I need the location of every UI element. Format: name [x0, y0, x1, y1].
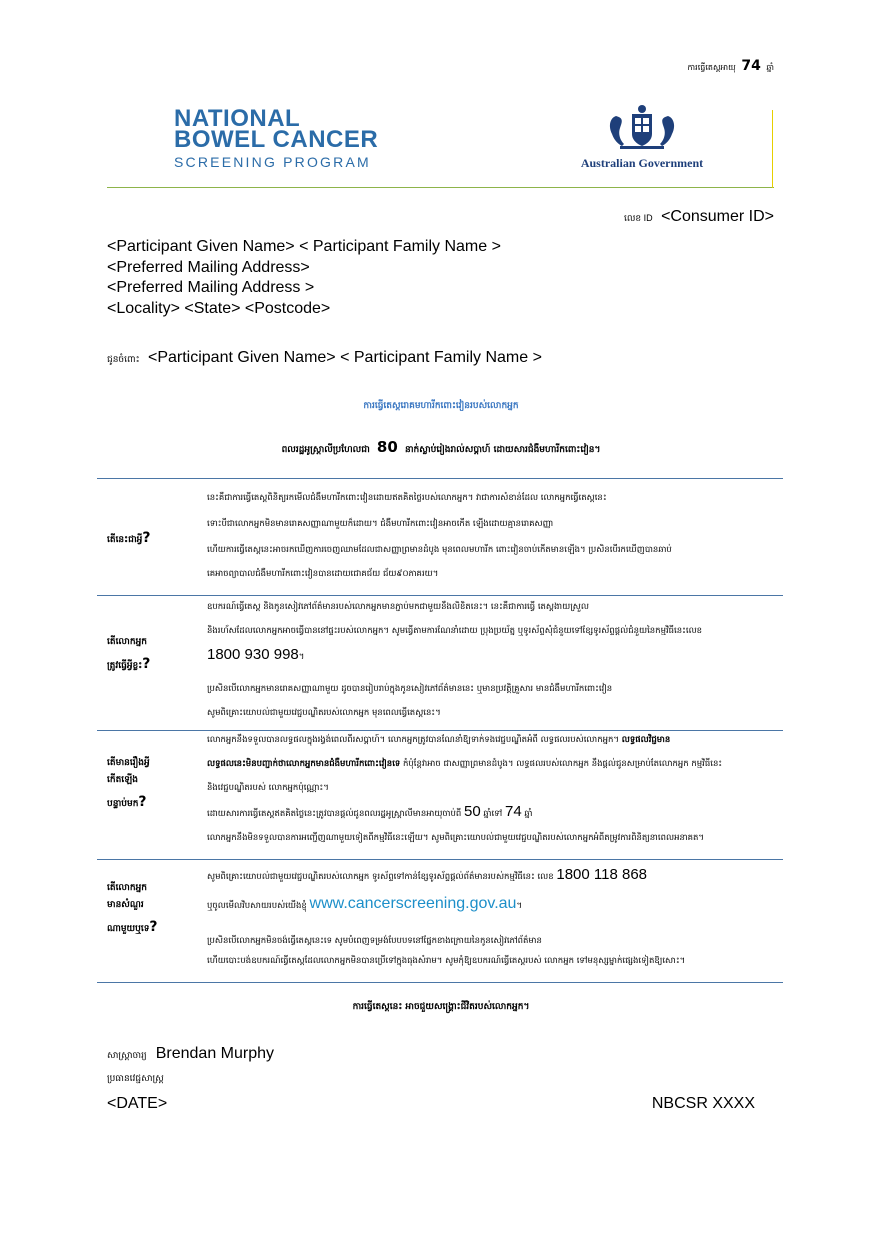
answer-line: ឧបករណ៍ធ្វើតេស្ត និងកូនសៀវភៅព័ត៌មានរបស់លោកអ្នកមានភ្ជាប់មកជាមួយនឹងលិខិតនេះ។ នេះគឺជាការធ្វើ តេស្តងាយស្រួល: [207, 602, 589, 612]
age-note-text: ការធ្វើតេស្តអាយុ: [687, 63, 736, 72]
answer-line: គេអាចព្យាបាលជំងឺមហារីកពោះវៀនបានដោយជោគជ័យ ជ័យ៩០ភាគរយ។: [207, 569, 439, 579]
program-logo-line2: BOWEL CANCER: [174, 126, 379, 153]
government-logo: [572, 104, 712, 171]
section-what-is-this: [97, 478, 783, 595]
salutation: [107, 349, 542, 367]
age-note-number: 74: [741, 58, 761, 74]
answer-line: សូមពិគ្រោះយោបល់ជាមួយវេជ្ជបណ្ឌិតរបស់លោកអ្នក មុនពេលធ្វើតេស្តនេះ។: [207, 708, 441, 718]
info-table: [97, 478, 783, 982]
table-bottom-rule: [97, 982, 783, 983]
answer-line: ប្រសិនបើលោកអ្នកមានរោគសញ្ញាណាមួយ ដូចបានរៀបរាប់ក្នុងកូនសៀវភៅព័ត៌មាននេះ ឬមានប្រវត្តិគ្រួសារ មានជំងឺមហារីកពោះវៀន: [207, 684, 613, 694]
answer-line: និងរហ័សដែលលោកអ្នកអាចធ្វើបាននៅផ្ទះរបស់លោកអ្នក។ សូមធ្វើតាមការណែនាំដោយ ប្រុងប្រយ័ត្ន ឬទូរស័ព្ទសុំជំនួយទៅខ្សែទូរស័ព្ទផ្តល់ជំនួយនៃកម្មវិធីនេះលេខ: [207, 626, 703, 636]
consumer-id-label: លេខ ID: [623, 213, 653, 223]
answer-line: ហើយការធ្វើតេស្តនេះអាចរកឃើញការចេញឈាមដែលជាសញ្ញាព្រមានដំបូង មុនពេលមហារីក ពោះវៀនចាប់កើតមានឡើង។ ប្រសិនបើរកឃើញបានឆាប់: [207, 545, 672, 555]
answer-line: លោកអ្នកនឹងទទួលបានលទ្ធផលក្នុងរង្វង់ពេលពីរសប្តាហ៍។ លោកអ្នកត្រូវបានណែនាំឱ្យទាក់ទងវេជ្ជបណ្ឌិតអំពី លទ្ធផលរបស់លោកអ្នក។ លទ្ធផលវិជ្ជមាន: [207, 735, 671, 745]
answer-line: នេះគឺជាការធ្វើតេស្តពិនិត្យរកមើលជំងឺមហារីកពោះវៀនដោយឥតគិតថ្លៃរបស់លោកអ្នក។ វាជាការសំខាន់ដែល លោកអ្នកធ្វើតេស្តនេះ: [207, 493, 607, 503]
helpline-number: 1800 930 998: [207, 646, 299, 663]
website-line: ឬចូលមើលវិបសាយរបស់យើងខ្ញុំ www.cancerscreening.gov.au។: [207, 895, 523, 912]
age-note: [688, 58, 774, 74]
government-logo-text: Australian Government: [580, 156, 704, 170]
address-line: <Preferred Mailing Address>: [107, 258, 310, 276]
signature-name: Brendan Murphy: [155, 1045, 275, 1062]
address-block: [107, 237, 501, 319]
address-line: <Locality> <State> <Postcode>: [107, 299, 331, 317]
program-logo: [174, 105, 379, 170]
website-link[interactable]: www.cancerscreening.gov.au: [309, 895, 517, 912]
closing-statement: ការធ្វើតេស្តនេះ អាចជួយសង្គ្រោះជីវិតរបស់លោកអ្នក។: [352, 1002, 530, 1012]
section-questions: [97, 859, 783, 982]
info-line-line: សូមពិគ្រោះយោបល់ជាមួយវេជ្ជបណ្ឌិតរបស់លោកអ្នក ទូរស័ព្ទទៅកាន់ខ្សែទូរស័ព្ទផ្តល់ព័ត៌មានរបស់កម្មវិធីនេះ លេខ 1800 118 868: [207, 866, 648, 883]
helpline-line: 1800 930 998។: [207, 646, 305, 663]
answer-line: លទ្ធផលនេះមិនបញ្ជាក់ថាលោកអ្នកមានជំងឺមហារីកពោះវៀនទេ កំប៉ុន្តែវាអាច ជាសញ្ញាព្រមានដំបូង។ លទ្ធផលរបស់លោកអ្នក នឹងផ្តល់ជូនសម្រាប់តែលោកអ្នក កម្មវិធីនេះ: [207, 759, 723, 769]
subtitle-after: នាក់ស្លាប់រៀងរាល់សប្តាហ៍ ដោយសារជំងឺមហារីកពោះវៀន។: [404, 445, 601, 455]
subtitle-before: ពលរដ្ឋអូស្ត្រាលីប្រហែលជា: [281, 445, 370, 455]
document-subtitle: [0, 438, 882, 457]
coat-of-arms-icon: [602, 104, 682, 150]
age-from: 50: [464, 803, 481, 820]
program-logo-line3: SCREENING PROGRAM: [174, 154, 371, 170]
signature-block: [107, 1043, 274, 1063]
header-divider: [107, 187, 774, 188]
salutation-name: <Participant Given Name> < Participant Family Name >: [147, 349, 542, 366]
signature-title: សាស្ត្រាចារ្យ: [107, 1051, 147, 1061]
answer-line: ហើយបោះបង់ឧបករណ៍ធ្វើតេស្តដែលលោកអ្នកមិនបានប្រើទៅក្នុងធុងសំរាម។ សូមកុំឱ្យឧបករណ៍ធ្វើតេស្តរបស់ លោកអ្នក ទៅមនុស្សម្នាក់ផ្សេងទៀតឱ្យសោះ។: [207, 956, 686, 966]
subtitle-number: 80: [376, 438, 398, 456]
answer-line: លោកអ្នកនឹងមិនទទួលបានការអញ្ជើញណាមួយទៀតពីកម្មវិធីនេះឡើយ។ សូមពិគ្រោះយោបល់ជាមួយវេជ្ជបណ្ឌិតរបស់លោកអ្នកអំពីតម្រូវការពិនិត្យនាពេលអនាគត។: [207, 833, 704, 843]
address-line: <Preferred Mailing Address >: [107, 279, 315, 296]
program-logo-line1: NATIONAL: [174, 105, 301, 132]
section-question: តើលោកអ្នក មានសំណួរ ណាមួយឬទេ?: [107, 883, 158, 936]
consumer-id: [624, 208, 774, 226]
section-what-to-do: [97, 595, 783, 730]
answer-line: និងវេជ្ជបណ្ឌិតរបស់ លោកអ្នកប៉ុណ្ណោះ។: [207, 783, 329, 793]
section-what-next: [97, 730, 783, 859]
consumer-id-value: <Consumer ID>: [661, 208, 774, 225]
reference-code: NBCSR XXXX: [651, 1095, 755, 1112]
header-accent-line: [772, 110, 773, 188]
signature-role: ប្រធានវេជ្ជសាស្ត្រ: [107, 1074, 164, 1084]
section-question: តើលោកអ្នក ត្រូវធ្វើអ្វីខ្លះ?: [107, 637, 151, 673]
salutation-label: ជូនចំពោះ: [107, 354, 140, 364]
age-note-suffix: ឆ្នាំ: [766, 63, 774, 72]
info-line-number: 1800 118 868: [556, 866, 648, 883]
age-range-line: ដោយសារការធ្វើតេស្តឥតគិតថ្លៃនេះត្រូវបានផ្តល់ជូនពលរដ្ឋអូស្ត្រាលីមានអាយុចាប់ពី 50 ឆ្នាំទៅ 74 ឆ្នាំ: [207, 803, 533, 820]
date-placeholder: <DATE>: [107, 1095, 168, 1112]
answer-line: ទោះបីជាលោកអ្នកមិនមានរោគសញ្ញាណាមួយក៏ដោយ។ ជំងឺមហារីកពោះវៀនអាចកើត ឡើងដោយគ្មានរោគសញ្ញា: [207, 519, 554, 529]
document-title: ការធ្វើតេស្តរោគមហារីកពោះវៀនរបស់លោកអ្នក: [363, 401, 519, 411]
section-question: តើមានរឿងអ្វី កើតឡើង បន្ទាប់មក?: [107, 758, 150, 811]
section-question: តើនេះជាអ្វី?: [107, 530, 151, 546]
age-to: 74: [504, 803, 522, 820]
answer-line: ប្រសិនបើលោកអ្នកមិនចង់ធ្វើតេស្តនេះទេ សូមបំពេញទម្រង់បែបបទនៅផ្នែកខាងក្រោយនៃកូនសៀវភៅព័ត៌មាន: [207, 936, 542, 946]
address-line: <Participant Given Name> < Participant Family Name >: [107, 238, 501, 255]
